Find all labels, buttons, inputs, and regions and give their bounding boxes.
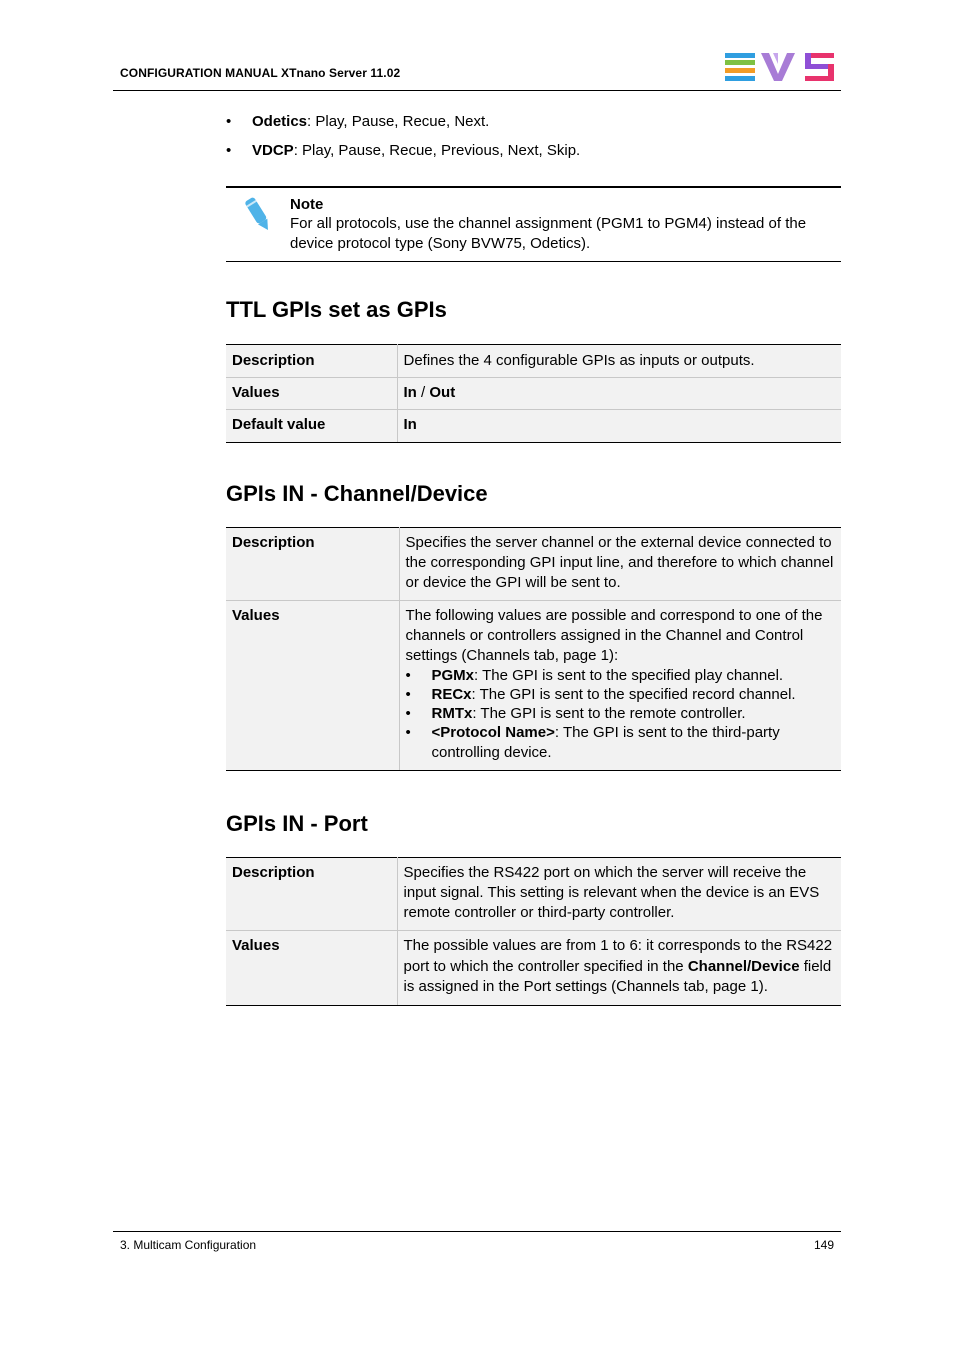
bullet-icon: • bbox=[405, 667, 411, 684]
value-in: In bbox=[403, 384, 417, 401]
footer-chapter: 3. Multicam Configuration bbox=[120, 1238, 257, 1252]
row-value: Specifies the RS422 port on which the server will receive the input signal. This setting is relevant when the device is an EVS remote controller or third-party controller. bbox=[397, 858, 841, 931]
value-text: The possible values are from 1 to 6: it corresponds to the RS422 port to which the controller specified in the bbox=[403, 937, 833, 975]
row-value bbox=[399, 601, 841, 771]
row-label: Default value bbox=[226, 410, 397, 443]
protocol-commands: : Play, Pause, Recue, Previous, Next, Skip. bbox=[293, 142, 581, 159]
footer-divider bbox=[113, 1231, 841, 1232]
table-row bbox=[226, 601, 841, 771]
value-text: : The GPI is sent to the third-party controlling device. bbox=[431, 724, 780, 761]
header-divider bbox=[113, 90, 841, 91]
table-row bbox=[226, 345, 841, 378]
row-label: Description bbox=[226, 345, 397, 378]
protocol-name: VDCP bbox=[252, 142, 294, 159]
list-item bbox=[406, 723, 836, 763]
list-item bbox=[406, 704, 836, 723]
protocol-name: Odetics bbox=[252, 113, 308, 130]
list-item bbox=[406, 666, 836, 685]
value-term: <Protocol Name> bbox=[431, 724, 555, 741]
section-heading: GPIs IN - Channel/Device bbox=[226, 481, 488, 506]
table-row bbox=[226, 528, 841, 601]
document-header-title: CONFIGURATION MANUAL XTnano Server 11.02 bbox=[120, 66, 401, 80]
table-row bbox=[226, 410, 841, 443]
table-row bbox=[226, 378, 841, 410]
note-box bbox=[226, 186, 841, 262]
row-value bbox=[397, 378, 841, 410]
bullet-icon: • bbox=[405, 705, 411, 722]
value-text: : The GPI is sent to the specified play channel. bbox=[474, 667, 784, 684]
list-item bbox=[406, 685, 836, 704]
bullet-icon: • bbox=[405, 724, 411, 741]
table-row bbox=[226, 858, 841, 931]
table-row bbox=[226, 931, 841, 1006]
pen-icon bbox=[242, 195, 274, 235]
bullet-icon: • bbox=[226, 142, 232, 159]
value-out: Out bbox=[429, 384, 456, 401]
row-label: Values bbox=[226, 601, 399, 771]
value-field-name: Channel/Device bbox=[687, 957, 800, 975]
row-label: Description bbox=[226, 858, 397, 931]
list-item bbox=[226, 142, 841, 171]
note-title: Note bbox=[290, 196, 324, 213]
port-parameter-table bbox=[226, 857, 841, 1006]
row-label: Description bbox=[226, 528, 399, 601]
page-number: 149 bbox=[813, 1238, 834, 1252]
row-label: Values bbox=[226, 378, 397, 410]
protocol-list bbox=[226, 113, 841, 171]
value-text: : The GPI is sent to the specified record channel. bbox=[471, 686, 796, 703]
section-heading: GPIs IN - Port bbox=[226, 811, 368, 836]
values-intro: The following values are possible and correspond to one of the channels or controllers assigned in the Channel and Control settings (Channels tab, page 1): bbox=[405, 607, 823, 664]
protocol-commands: : Play, Pause, Recue, Next. bbox=[307, 113, 490, 130]
row-value: In bbox=[397, 410, 841, 443]
section-heading: TTL GPIs set as GPIs bbox=[226, 297, 447, 322]
values-list bbox=[406, 666, 836, 763]
ttl-parameter-table bbox=[226, 344, 841, 443]
row-label: Values bbox=[226, 931, 397, 1006]
value-term: RMTx bbox=[431, 705, 473, 722]
row-value: Specifies the server channel or the external device connected to the corresponding GPI input line, and therefore to which channel or device the GPI will be sent to. bbox=[399, 528, 841, 601]
value-text: field is assigned in the Port settings (Channels tab, page 1). bbox=[403, 957, 832, 995]
channel-device-parameter-table bbox=[226, 527, 841, 771]
evs-logo bbox=[725, 52, 835, 82]
note-body: For all protocols, use the channel assignment (PGM1 to PGM4) instead of the device protocol type (Sony BVW75, Odetics). bbox=[290, 215, 807, 252]
value-term: RECx bbox=[431, 686, 472, 703]
value-text: : The GPI is sent to the remote controller. bbox=[472, 705, 746, 722]
list-item bbox=[226, 113, 841, 142]
row-value bbox=[397, 931, 841, 1006]
value-term: PGMx bbox=[431, 667, 475, 684]
bullet-icon: • bbox=[226, 113, 232, 130]
value-separator: / bbox=[416, 384, 430, 401]
row-value: Defines the 4 configurable GPIs as inputs or outputs. bbox=[397, 345, 841, 378]
bullet-icon: • bbox=[405, 686, 411, 703]
